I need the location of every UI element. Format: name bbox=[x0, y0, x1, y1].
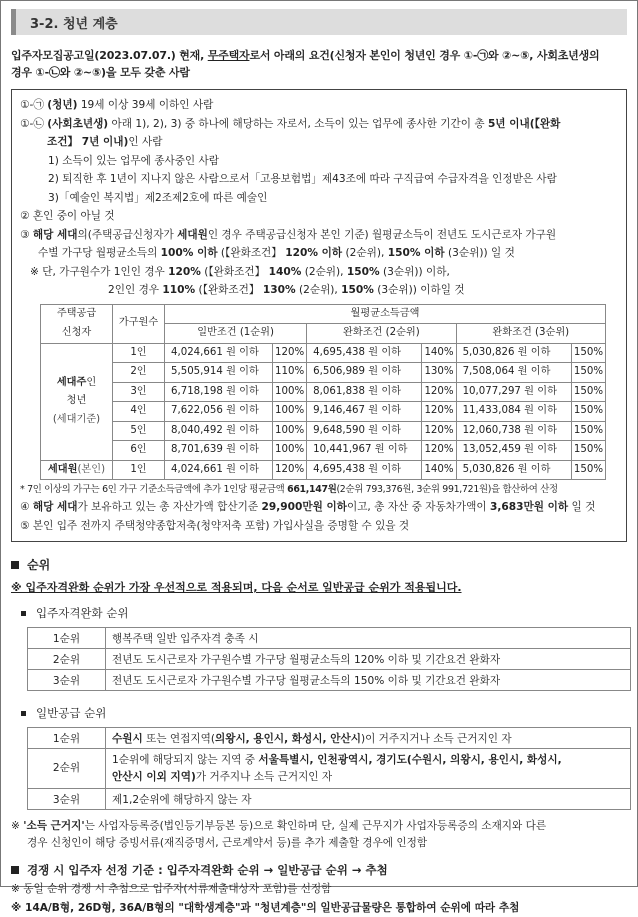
table-row: 4인 7,622,056 원 이하 100% 9,146,467 원 이하 120% 11,433,084 원 이하 150% bbox=[41, 402, 606, 422]
criteria-box bbox=[11, 89, 627, 542]
table-row: 세대원(본인) 1인 4,024,661 원 이하 120% 4,695,438 원 이하 140% 5,030,826 원 이하 150% bbox=[41, 460, 606, 480]
table-row: 1순위 행복주택 일반 입주자격 충족 시 bbox=[28, 628, 631, 649]
relax-rank-heading: 입주자격완화 순위 bbox=[11, 605, 627, 621]
criterion-5: ⑤ 본인 입주 전까지 주택청약종합저축(청약저축 포함) 가입사실을 증명할 수 있을 것 bbox=[20, 519, 410, 532]
table-row: 1순위 수원시 또는 연접지역(의왕시, 용인시, 화성시, 안산시)이 거주지거나 소득 근거지인 자 bbox=[28, 728, 631, 749]
criterion-3-note-2: 2인인 경우 110% (【완화조건】 130% (2순위), 150% (3순위)) 이하일 것 bbox=[108, 284, 465, 296]
criterion-4: ④ 해당 세대가 보유하고 있는 총 자산가액 합산기준 29,900만원 이하이고, 총 자산 중 자동차가액이 3,683만원 이하 일 것 bbox=[20, 501, 596, 513]
table-row: 3순위 전년도 도시근로자 가구원수별 가구당 월평균소득의 150% 이하 및 기간요건 완화자 bbox=[28, 670, 631, 691]
income-table bbox=[40, 304, 606, 481]
competition-notes: ※ 동일 순위 경쟁 시 추첨으로 입주자(서류제출대상자 포함)를 선정함 ※ 14A/B형, 26D형, 36A/B형의 "대학생계층"과 "청년계층"의 일반공급물량은 통합하여 순위에 따라 추첨 bbox=[11, 883, 520, 914]
competition-heading: 경쟁 시 입주자 선정 기준 : 입주자격완화 순위 → 일반공급 순위 → 추첨 bbox=[11, 862, 627, 878]
square-bullet-icon bbox=[11, 561, 19, 569]
col-relax2: 완화조건 (2순위) bbox=[307, 324, 456, 344]
section-title: 3-2. 청년 계층 bbox=[30, 16, 118, 32]
table-row: 5인 8,040,492 원 이하 100% 9,648,590 원 이하 120% 12,060,738 원 이하 150% bbox=[41, 421, 606, 441]
criterion-1a: ①-㉠ (청년) 19세 이상 39세 이하인 사람 bbox=[20, 99, 214, 111]
criterion-sub-3: 3)「예술인 복지법」제2조제2호에 따른 예술인 bbox=[48, 191, 268, 204]
criterion-3-note-1: ※ 단, 가구원수가 1인인 경우 120% (【완화조건】 140% (2순위), 150% (3순위)) 이하, bbox=[30, 265, 450, 278]
general-rank-heading: 일반공급 순위 bbox=[11, 705, 627, 721]
intro-text: 입주자모집공고일(2023.07.07.) 현재, 무주택자로서 아래의 요건(신청자 본인이 청년인 경우 ①-㉠와 ②~⑤, 사회초년생의 경우 ①-㉡와 ②~⑤)을 모두 갖춘 사람 bbox=[11, 49, 600, 79]
col-applicant: 주택공급 신청자 bbox=[41, 304, 113, 343]
income-footnote: * 7인 이상의 가구는 6인 가구 기준소득금액에 추가 1인당 평균금액 661,147원(2순위 793,376원, 3순위 991,721원)을 합산하여 산정 bbox=[20, 484, 558, 495]
criterion-3: ③ 해당 세대의(주택공급신청자가 세대원인 경우 주택공급신청자 본인 기준) 월평균소득이 전년도 도시근로자 가구원 bbox=[20, 228, 557, 241]
col-general: 일반조건 (1순위) bbox=[165, 324, 307, 344]
general-rank-table bbox=[27, 727, 631, 810]
ranking-heading: 순위 bbox=[11, 556, 627, 573]
small-square-bullet-icon bbox=[21, 611, 26, 616]
section-title-bar bbox=[11, 9, 627, 35]
criterion-1b-cont: 조건】 7년 이내)인 사람 bbox=[47, 136, 163, 148]
criterion-2: ② 혼인 중이 아닐 것 bbox=[20, 210, 115, 222]
table-row: 3인 6,718,198 원 이하 100% 8,061,838 원 이하 120% 10,077,297 원 이하 150% bbox=[41, 382, 606, 402]
group-head-member: 세대원(본인) bbox=[41, 460, 113, 480]
criterion-sub-1: 1) 소득이 있는 업무에 종사중인 사람 bbox=[48, 154, 219, 167]
table-row: 2순위 1순위에 해당되지 않는 지역 중 서울특별시, 인천광역시, 경기도(수원시, 의왕시, 용인시, 화성시, 안산시 이외 지역)가 거주지나 소득 근거지인 자 bbox=[28, 749, 631, 789]
group-head-householder: 세대주인 청년 (세대기준) bbox=[41, 343, 113, 460]
criterion-1b: ①-㉡ (사회초년생) 아래 1), 2), 3) 중 하나에 해당하는 자로서, 소득이 있는 업무에 종사한 기간이 총 5년 이내(【완화 bbox=[20, 117, 561, 130]
col-income: 월평균소득금액 bbox=[165, 304, 606, 324]
income-base-note: ※ '소득 근거지'는 사업자등록증(법인등기부등본 등)으로 확인하며 단, 실제 근무지가 사업자등록증의 소재지와 다른 경우 신청인이 해당 증빙서류(재직증명서, 근로계약서 등)를 추가 제출할 경우에 인정함 bbox=[11, 820, 547, 849]
table-row: 6인 8,701,639 원 이하 100% 10,441,967 원 이하 120% 13,052,459 원 이하 150% bbox=[41, 441, 606, 461]
square-bullet-icon bbox=[11, 866, 19, 874]
table-row: 3순위 제1,2순위에 해당하지 않는 자 bbox=[28, 789, 631, 810]
table-row: 세대주인 청년 (세대기준) 1인 4,024,661 원 이하 120% 4,695,438 원 이하 140% 5,030,826 원 이하 150% bbox=[41, 343, 606, 363]
col-relax3: 완화조건 (3순위) bbox=[456, 324, 605, 344]
criterion-sub-2: 2) 퇴직한 후 1년이 지나지 않은 사람으로서「고용보험법」제43조에 따라 구직급여 수급자격을 인정받은 사람 bbox=[48, 173, 557, 185]
table-row: 2인 5,505,914 원 이하 110% 6,506,989 원 이하 130% 7,508,064 원 이하 150% bbox=[41, 363, 606, 383]
small-square-bullet-icon bbox=[21, 711, 26, 716]
col-household: 가구원수 bbox=[113, 304, 165, 343]
relax-rank-table bbox=[27, 627, 631, 691]
criterion-3-cont: 수별 가구당 월평균소득의 100% 이하 (【완화조건】 120% 이하 (2순위), 150% 이하 (3순위)) 일 것 bbox=[38, 247, 515, 259]
ranking-note: ※ 입주자격완화 순위가 가장 우선적으로 적용되며, 다음 순서로 일반공급 순위가 적용됩니다. bbox=[11, 581, 462, 594]
table-row: 2순위 전년도 도시근로자 가구원수별 가구당 월평균소득의 120% 이하 및 기간요건 완화자 bbox=[28, 649, 631, 670]
